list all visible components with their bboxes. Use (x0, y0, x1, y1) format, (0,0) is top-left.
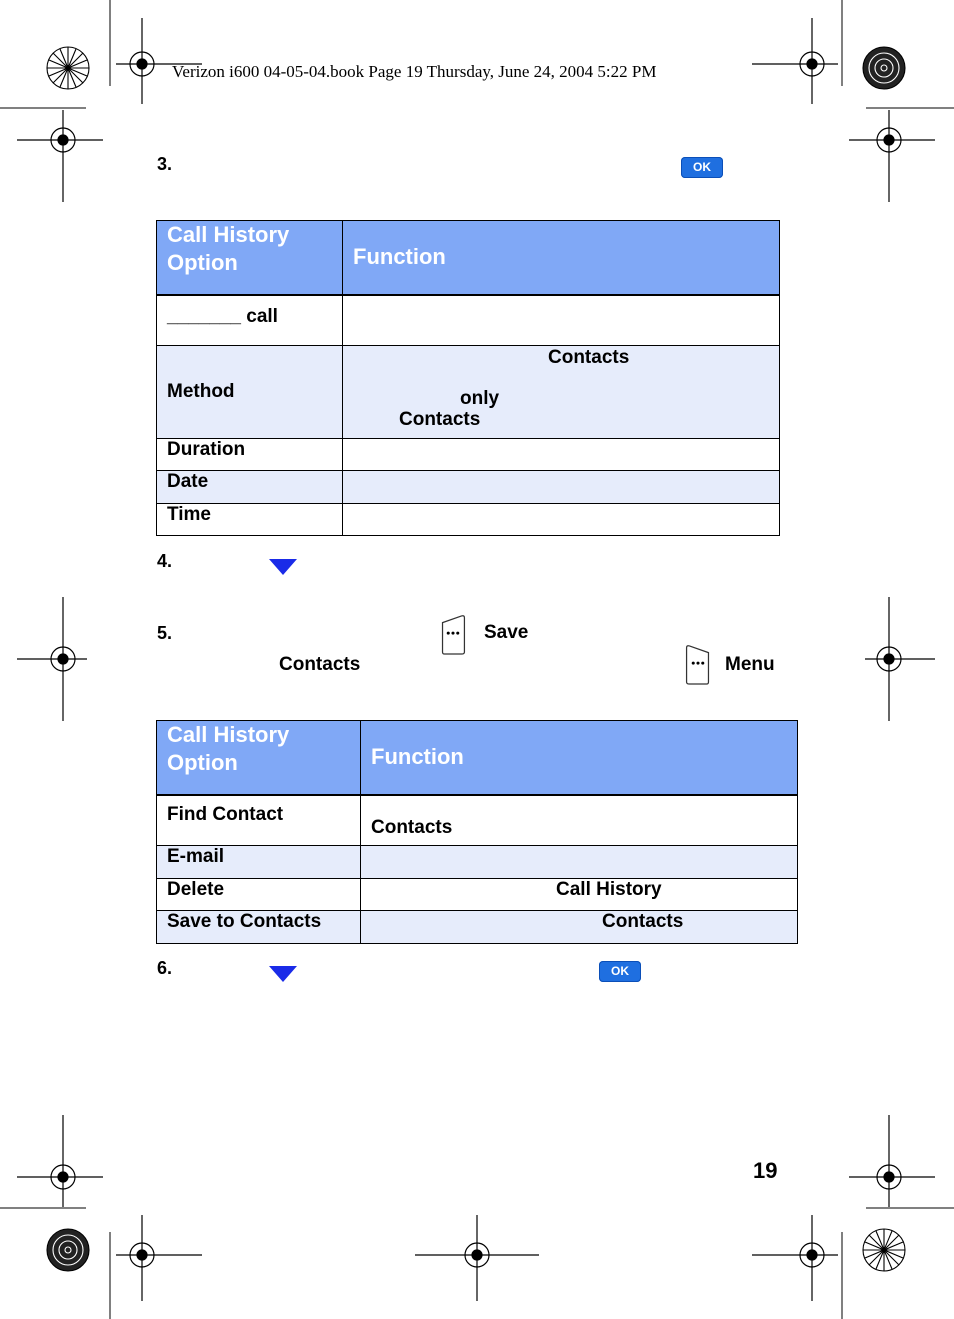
step-3-number: 3. (157, 154, 173, 174)
table-row (157, 795, 798, 846)
ok-key-icon: OK (681, 157, 723, 178)
table-row (157, 846, 798, 879)
table-row (157, 439, 780, 471)
table2-header-option: Call History Option (157, 721, 361, 795)
table1-header-option: Call History Option (157, 221, 343, 295)
table1-header-function: Function (343, 221, 780, 295)
table2-option-email: E-mail (157, 846, 361, 879)
table1-option-time: Time (157, 504, 343, 536)
table2-function-find-contact: Contacts (361, 795, 798, 846)
table1-option-date: Date (157, 471, 343, 504)
menu-label: Menu (725, 654, 775, 675)
method-contacts-text: Contacts (548, 347, 630, 368)
table2-option-delete: Delete (157, 879, 361, 911)
method-only-text: only (460, 388, 500, 409)
table2-option-save-to-contacts: Save to Contacts (157, 911, 361, 944)
left-softkey-icon (440, 615, 466, 655)
down-arrow-key-icon (269, 559, 297, 575)
table1-function-call (343, 295, 780, 346)
call-history-options-table-2 (156, 720, 798, 944)
table-row (157, 911, 798, 944)
table2-function-save-to-contacts: Contacts (361, 911, 798, 944)
table1-option-method: Method (157, 346, 343, 439)
table-row (157, 471, 780, 504)
table2-header-function: Function (361, 721, 798, 795)
table-row (157, 295, 780, 346)
table-row (157, 879, 798, 911)
table2-function-email (361, 846, 798, 879)
step-5-number: 5. (157, 623, 173, 643)
table1-option-duration: Duration (157, 439, 343, 471)
table-row (157, 504, 780, 536)
step5-contacts-label: Contacts (279, 654, 361, 675)
table-row (157, 346, 780, 439)
page-number: 19 (753, 1158, 778, 1183)
table1-function-date (343, 471, 780, 504)
method-contacts-text-2: Contacts (399, 409, 481, 430)
down-arrow-key-icon-2 (269, 966, 297, 982)
table1-function-duration (343, 439, 780, 471)
step-4-number: 4. (157, 551, 173, 571)
table1-option-call: _______ call (157, 295, 343, 346)
print-header: Verizon i600 04-05-04.book Page 19 Thursday, June 24, 2004 5:22 PM (172, 62, 657, 81)
right-softkey-icon (685, 645, 711, 685)
table2-function-delete: Call History (361, 879, 798, 911)
save-label: Save (484, 622, 529, 643)
ok-key-icon-2: OK (599, 961, 641, 982)
table1-function-time (343, 504, 780, 536)
table2-option-find-contact: Find Contact (157, 795, 361, 846)
step-6-number: 6. (157, 958, 173, 978)
table1-function-method (343, 346, 780, 439)
call-history-options-table-1 (156, 220, 780, 536)
